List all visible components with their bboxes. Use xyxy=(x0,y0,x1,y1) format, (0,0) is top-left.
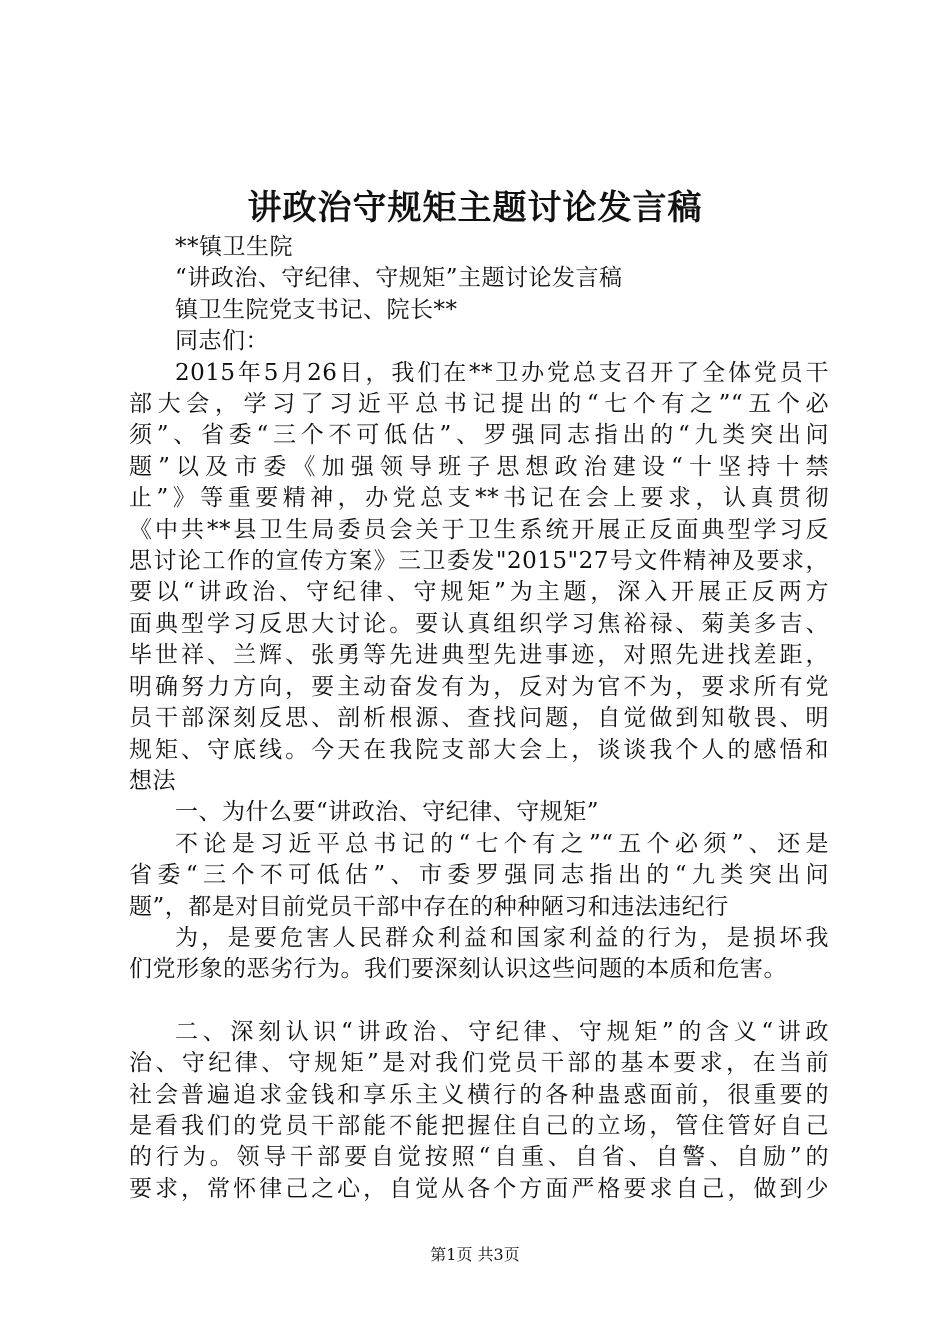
text-line: 部大会，学习了习近平总书记提出的“七个有之”“五个必 xyxy=(129,391,829,418)
text-line: 想法 xyxy=(129,767,176,794)
header-block xyxy=(129,232,829,358)
section-1-body xyxy=(129,829,829,923)
speaker-line: 镇卫生院党支书记、院长** xyxy=(175,296,458,323)
section-1-heading xyxy=(129,797,829,828)
section-1-continuation xyxy=(129,923,829,986)
text-line: 不论是习近平总书记的“七个有之”“五个必须”、还是 xyxy=(175,830,829,857)
text-line: 省委“三个不可低估”、市委罗强同志指出的“九类突出问 xyxy=(129,862,829,889)
text-line: 面典型学习反思大讨论。要认真组织学习焦裕禄、菊美多吉、 xyxy=(129,610,829,637)
text-line: 毕世祥、兰辉、张勇等先进典型先进事迹，对照先进找差距， xyxy=(129,642,829,669)
text-line: 们党形象的恶劣行为。我们要深刻认识这些问题的本质和危害。 xyxy=(129,956,787,983)
document-body xyxy=(129,232,829,1205)
text-line: 社会普遍追求金钱和享乐主义横行的各种蛊惑面前，很重要的 xyxy=(129,1081,829,1108)
salutation: 同志们： xyxy=(175,328,269,355)
text-line: 题”，都是对目前党员干部中存在的种种陋习和违法违纪行 xyxy=(129,893,729,920)
page-title: 讲政治守规矩主题讨论发言稿 xyxy=(247,188,703,228)
text-line: 《中共**县卫生局委员会关于卫生系统开展正反面典型学习反 xyxy=(129,516,829,543)
text-line: 思讨论工作的宣传方案》三卫委发"2015"27号文件精神及要求， xyxy=(129,548,829,575)
hospital-name: **镇卫生院 xyxy=(175,234,293,260)
text-line: 员干部深刻反思、剖析根源、查找问题，自觉做到知敬畏、明 xyxy=(129,705,829,732)
text-line: 的行为。领导干部要自觉按照“自重、自省、自警、自励”的 xyxy=(129,1144,829,1171)
text-line: 要以“讲政治、守纪律、守规矩”为主题，深入开展正反两方 xyxy=(129,579,829,606)
text-line: 治、守纪律、守规矩”是对我们党员干部的基本要求，在当前 xyxy=(129,1050,829,1077)
text-line: 为，是要危害人民群众利益和国家利益的行为，是损坏我 xyxy=(175,924,829,951)
text-line: 2015年5月26日，我们在**卫办党总支召开了全体党员干 xyxy=(175,359,829,386)
section-heading: 一、为什么要“讲政治、守纪律、守规矩” xyxy=(175,799,600,826)
text-line: 是看我们的党员干部能不能把握住自己的立场，管住管好自己 xyxy=(129,1112,829,1139)
text-line: 题”以及市委《加强领导班子思想政治建设“十坚持十禁 xyxy=(129,453,829,480)
text-line: 二、深刻认识“讲政治、守纪律、守规矩”的含义“讲政 xyxy=(175,1018,829,1045)
text-line: 规矩、守底线。今天在我院支部大会上，谈谈我个人的感悟和 xyxy=(129,736,829,763)
text-line: 须”、省委“三个不可低估”、罗强同志指出的“九类突出问 xyxy=(129,422,829,449)
paragraph-intro xyxy=(129,358,829,798)
section-2-body xyxy=(129,1017,829,1205)
text-line: 止”》等重要精神，办党总支**书记在会上要求，认真贯彻 xyxy=(129,485,829,512)
blank-line xyxy=(129,986,829,1017)
text-line: 明确努力方向，要主动奋发有为，反对为官不为，要求所有党 xyxy=(129,673,829,700)
speech-title: “讲政治、守纪律、守规矩”主题讨论发言稿 xyxy=(175,265,623,292)
page-footer: 第1页 共3页 xyxy=(430,1245,520,1264)
text-line: 要求，常怀律己之心，自觉从各个方面严格要求自己，做到少 xyxy=(129,1175,829,1202)
